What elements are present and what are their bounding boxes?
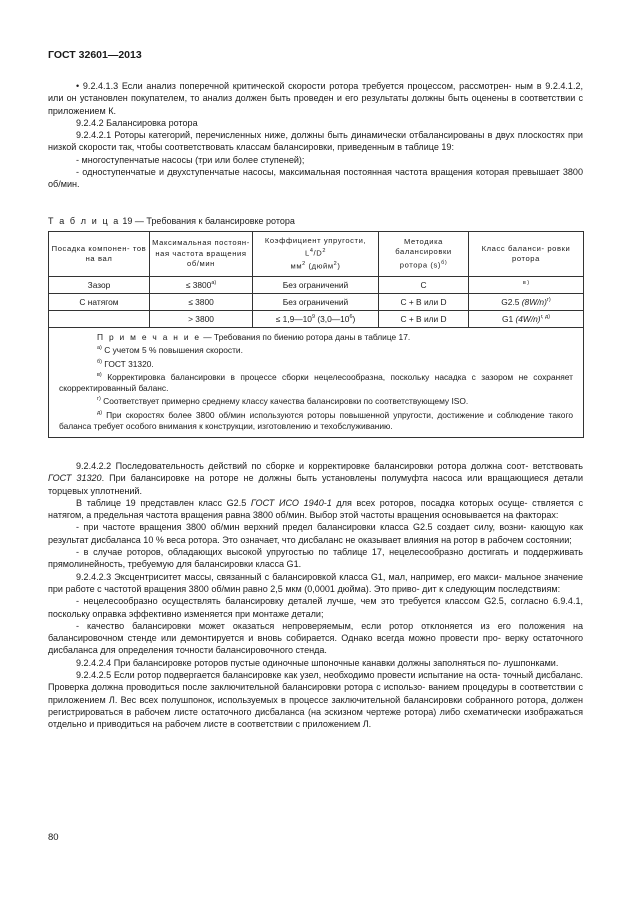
paragraph: 9.2.4.2.1 Роторы категорий, перечисленных ниже, должны быть динамически отбалансированы в двух плоскостях при низкой скорости так, чтобы соответствовать классам балансировки, приведенным в таблице 19: [48, 130, 583, 153]
cell-speed: ≤ $3800^{а)}$ [150, 277, 253, 294]
cell-method: С + В или D [379, 311, 469, 328]
cell-method: С + В или D [379, 294, 469, 311]
header-speed: Максимальная постоян- ная частота вращения об/мин [150, 232, 253, 277]
table-row [49, 294, 584, 311]
cell-speed: ≤ 3800 [150, 294, 253, 311]
cell-coefficient: ≤ $1,9—10^9$ $(3,0—10^6)$ [253, 311, 379, 328]
cell-speed: > 3800 [150, 311, 253, 328]
paragraph: 9.2.4.2.4 При балансировке роторов пустые одиночные шпоночные канавки должны заполняться по- лушпонками. [76, 657, 559, 668]
paragraph: 9.2.4.2.3 Эксцентриситет массы, связанный с балансировкой класса G1, мал, например, его макси- мальное значение при работе с частотой вращения 3800 об/мин равно 2,5 мкм (0,0001 дюйма). Это приво- дит к следующим последствиям: [48, 571, 583, 594]
page-number: 80 [48, 832, 59, 843]
cell-coefficient: Без ограничений [253, 277, 379, 294]
list-item: - качество балансировки может оказаться непроверяемым, если ротор отклоняется из его положения на балансировочном стенде или демонтируется и вновь собирается. Однако всегда можно провести про- верку остаточного дисбаланса для определения точности балансировочного стенда. [48, 620, 583, 656]
cell-fit: С натягом [49, 294, 150, 311]
header-method: Методика балансировки ротора $(s)^{б)}$ [379, 232, 469, 277]
balancing-table [48, 231, 584, 438]
cell-fit: Зазор [49, 277, 150, 294]
paragraph: • 9.2.4.1.3 Если анализ поперечной критической скорости ротора требуется процессом, рассмотрен- ным в 9.2.4.1.2, или он установлен покупателем, то анализ должен быть проведен и его результаты должны быть оценены в соответствии с приложением К. [48, 81, 583, 116]
cell-fit [49, 311, 150, 328]
footnote: $^{д)}$ При скоростях более 3800 об/мин используются роторы повышенной упругости, достижение и соблюдение такого баланса требует особого внимания к конструкции, изготовлению и техобслуживанию. [59, 409, 573, 431]
list-item: - многоступенчатые насосы (три или более ступеней); [76, 154, 305, 165]
table-notes-row [49, 328, 584, 438]
intro-block [48, 80, 583, 191]
footnote: $^{г)}$ Соответствует примерно среднему классу качества балансировки по соответствующему ISO. [97, 396, 469, 407]
section-heading: 9.2.4.2 Балансировка ротора [76, 117, 198, 128]
list-item: - нецелесообразно осуществлять балансировку деталей лучше, чем это требуется классом G2.5, согласно 6.9.4.1, поскольку оправка эффективно изменяется при монтаже детали; [48, 596, 583, 619]
table-row [49, 277, 584, 294]
cell-class: G1 $(4W/n)^{г, д)}$ [469, 311, 584, 328]
footnote: $^{б)}$ ГОСТ 31320. [97, 358, 154, 369]
paragraph: 9.2.4.2.5 Если ротор подвергается балансировке как узел, необходимо провести испытание на оста- точный дисбаланс. Проверка должна проводиться после заключительной балансировки ротора с использо- ванием процедуры в соответствии с приложением Л. Вес всех полушпонок, используемых в процессе заключительной балансировки собранного ротора, должен регистрироваться в рабочем листе остаточного дисбаланса (на эскизном чертеже ротора) либо схематически изображаться отдельно и приводиться на рабочем листе в соответствии с приложением Л. [48, 670, 583, 730]
standard-header: ГОСТ 32601—2013 [48, 49, 142, 61]
cell-coefficient: Без ограничений [253, 294, 379, 311]
body-block [48, 460, 583, 731]
header-coefficient: Коэффициент упругости, $L^4/D^2$ $мм^2$ (дюйм$^2$) [253, 232, 379, 277]
footnote: $^{в)}$ Корректировка балансировки в процессе сборки нецелесообразна, поскольку насадка с зазором не сохраняет скорректированный баланс. [59, 371, 573, 394]
cell-class: в ) [469, 277, 584, 294]
list-item: - в случае роторов, обладающих высокой упругостью по таблице 17, нецелесообразно достигать и поддерживать прямолинейность, требуемую для балансировки класса G1. [48, 547, 583, 570]
table-notes [49, 328, 584, 438]
header-class: Класс баланси- ровки ротора [469, 232, 584, 277]
cell-class: G2.5 $(8W/n)^{г)}$ [469, 294, 584, 311]
list-item: - одноступенчатые и двухступенчатые насосы, максимальная постоянная частота вращения которая превышает 3800 об/мин. [48, 167, 583, 190]
paragraph: 9.2.4.2.2 Последовательность действий по сборке и корректировке балансировки ротора должна соот- ветствовать ГОСТ 31320. При балансировке на роторе не должны быть установлены полумуфта насоса или вращающиеся детали торцевых уплотнений. [48, 461, 584, 496]
footnote: $^{а)}$ С учетом 5 % повышения скорости. [97, 345, 243, 356]
list-item: - при частоте вращения 3800 об/мин верхний предел балансировки класса G2.5 создает силу, возни- кающую как результат дисбаланса 10 % веса ротора. Это означает, что дисбаланс не оказывает влияния на ротор в рабочем состоянии; [48, 522, 583, 545]
table-header-row [49, 232, 584, 277]
table-caption: Т а б л и ц а 19 — Требования к балансировке ротора [48, 216, 295, 226]
cell-method: С [379, 277, 469, 294]
paragraph: В таблице 19 представлен класс G2.5 ГОСТ ИСО 1940-1 для всех роторов, посадка которых осуще- ствляется с натягом, а предельная частота вращения равна 3800 об/мин. Выбор этой частоты вращения основывается на факторах: [48, 497, 583, 521]
header-fit: Посадка компонен- тов на вал [49, 232, 150, 277]
note-main: П р и м е ч а н и е — Требования по биению ротора даны в таблице 17. [97, 332, 411, 342]
table-row [49, 311, 584, 328]
